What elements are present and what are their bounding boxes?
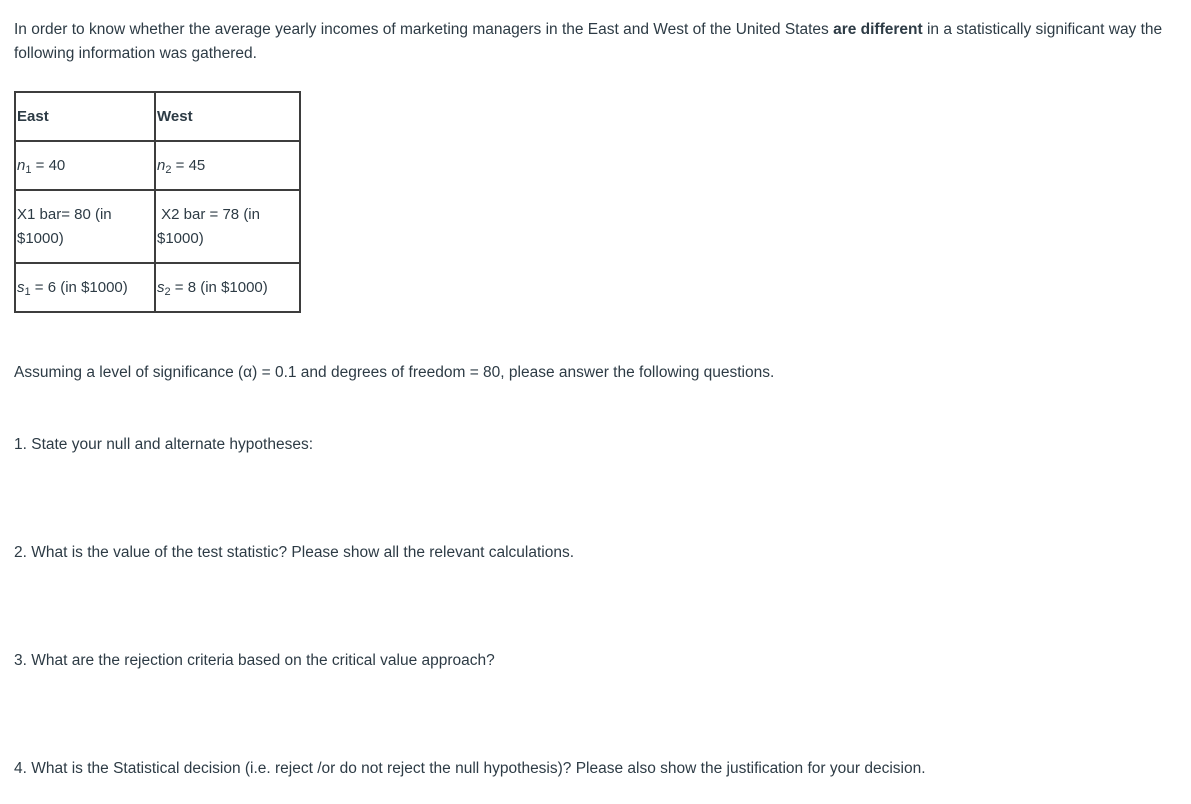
n2-sub: 2: [165, 163, 172, 176]
n2-var: n: [157, 156, 166, 174]
intro-emphasis: are different: [833, 21, 923, 38]
s2-var: s: [157, 278, 165, 296]
question-3: 3. What are the rejection criteria based on the critical value approach?: [14, 652, 495, 669]
assumption-text: Assuming a level of significance (α) = 0.1 and degrees of freedom = 80, please answer the following questions.: [14, 364, 775, 381]
s1-value: = 6 (in $1000): [30, 278, 128, 296]
cell-n2: [155, 141, 300, 190]
intro-paragraph: [14, 18, 1186, 66]
header-east: East: [15, 92, 155, 141]
cell-x1bar: X1 bar= 80 (in $1000): [15, 190, 155, 263]
data-table: [14, 91, 301, 313]
question-content: [14, 18, 1186, 781]
question-1: 1. State your null and alternate hypotheses:: [14, 436, 314, 453]
table-row-sample-size: [15, 141, 300, 190]
table-row-mean: [15, 190, 300, 263]
s1-var: s: [17, 278, 25, 296]
cell-s2: [155, 263, 300, 312]
cell-x2bar: X2 bar = 78 (in $1000): [155, 190, 300, 263]
cell-s1: [15, 263, 155, 312]
question-4: 4. What is the Statistical decision (i.e. reject /or do not reject the null hypothesis)? Please also show the justification for your decision.: [14, 760, 926, 777]
n1-var: n: [17, 156, 26, 174]
s2-sub: 2: [164, 285, 171, 298]
intro-text-before: In order to know whether the average yearly incomes of marketing managers in the East and West of the United States: [14, 21, 834, 38]
n1-value: = 40: [31, 156, 66, 174]
table-header-row: [15, 92, 300, 141]
header-west: West: [155, 92, 300, 141]
n2-value: = 45: [171, 156, 206, 174]
s2-value: = 8 (in $1000): [170, 278, 268, 296]
cell-n1: [15, 141, 155, 190]
question-2: 2. What is the value of the test statistic? Please show all the relevant calculations.: [14, 544, 575, 561]
table-row-std-dev: [15, 263, 300, 312]
s1-sub: 1: [24, 285, 31, 298]
n1-sub: 1: [25, 163, 32, 176]
intro-text-after: in a statistically significant way the following information was gathered.: [14, 21, 1163, 62]
